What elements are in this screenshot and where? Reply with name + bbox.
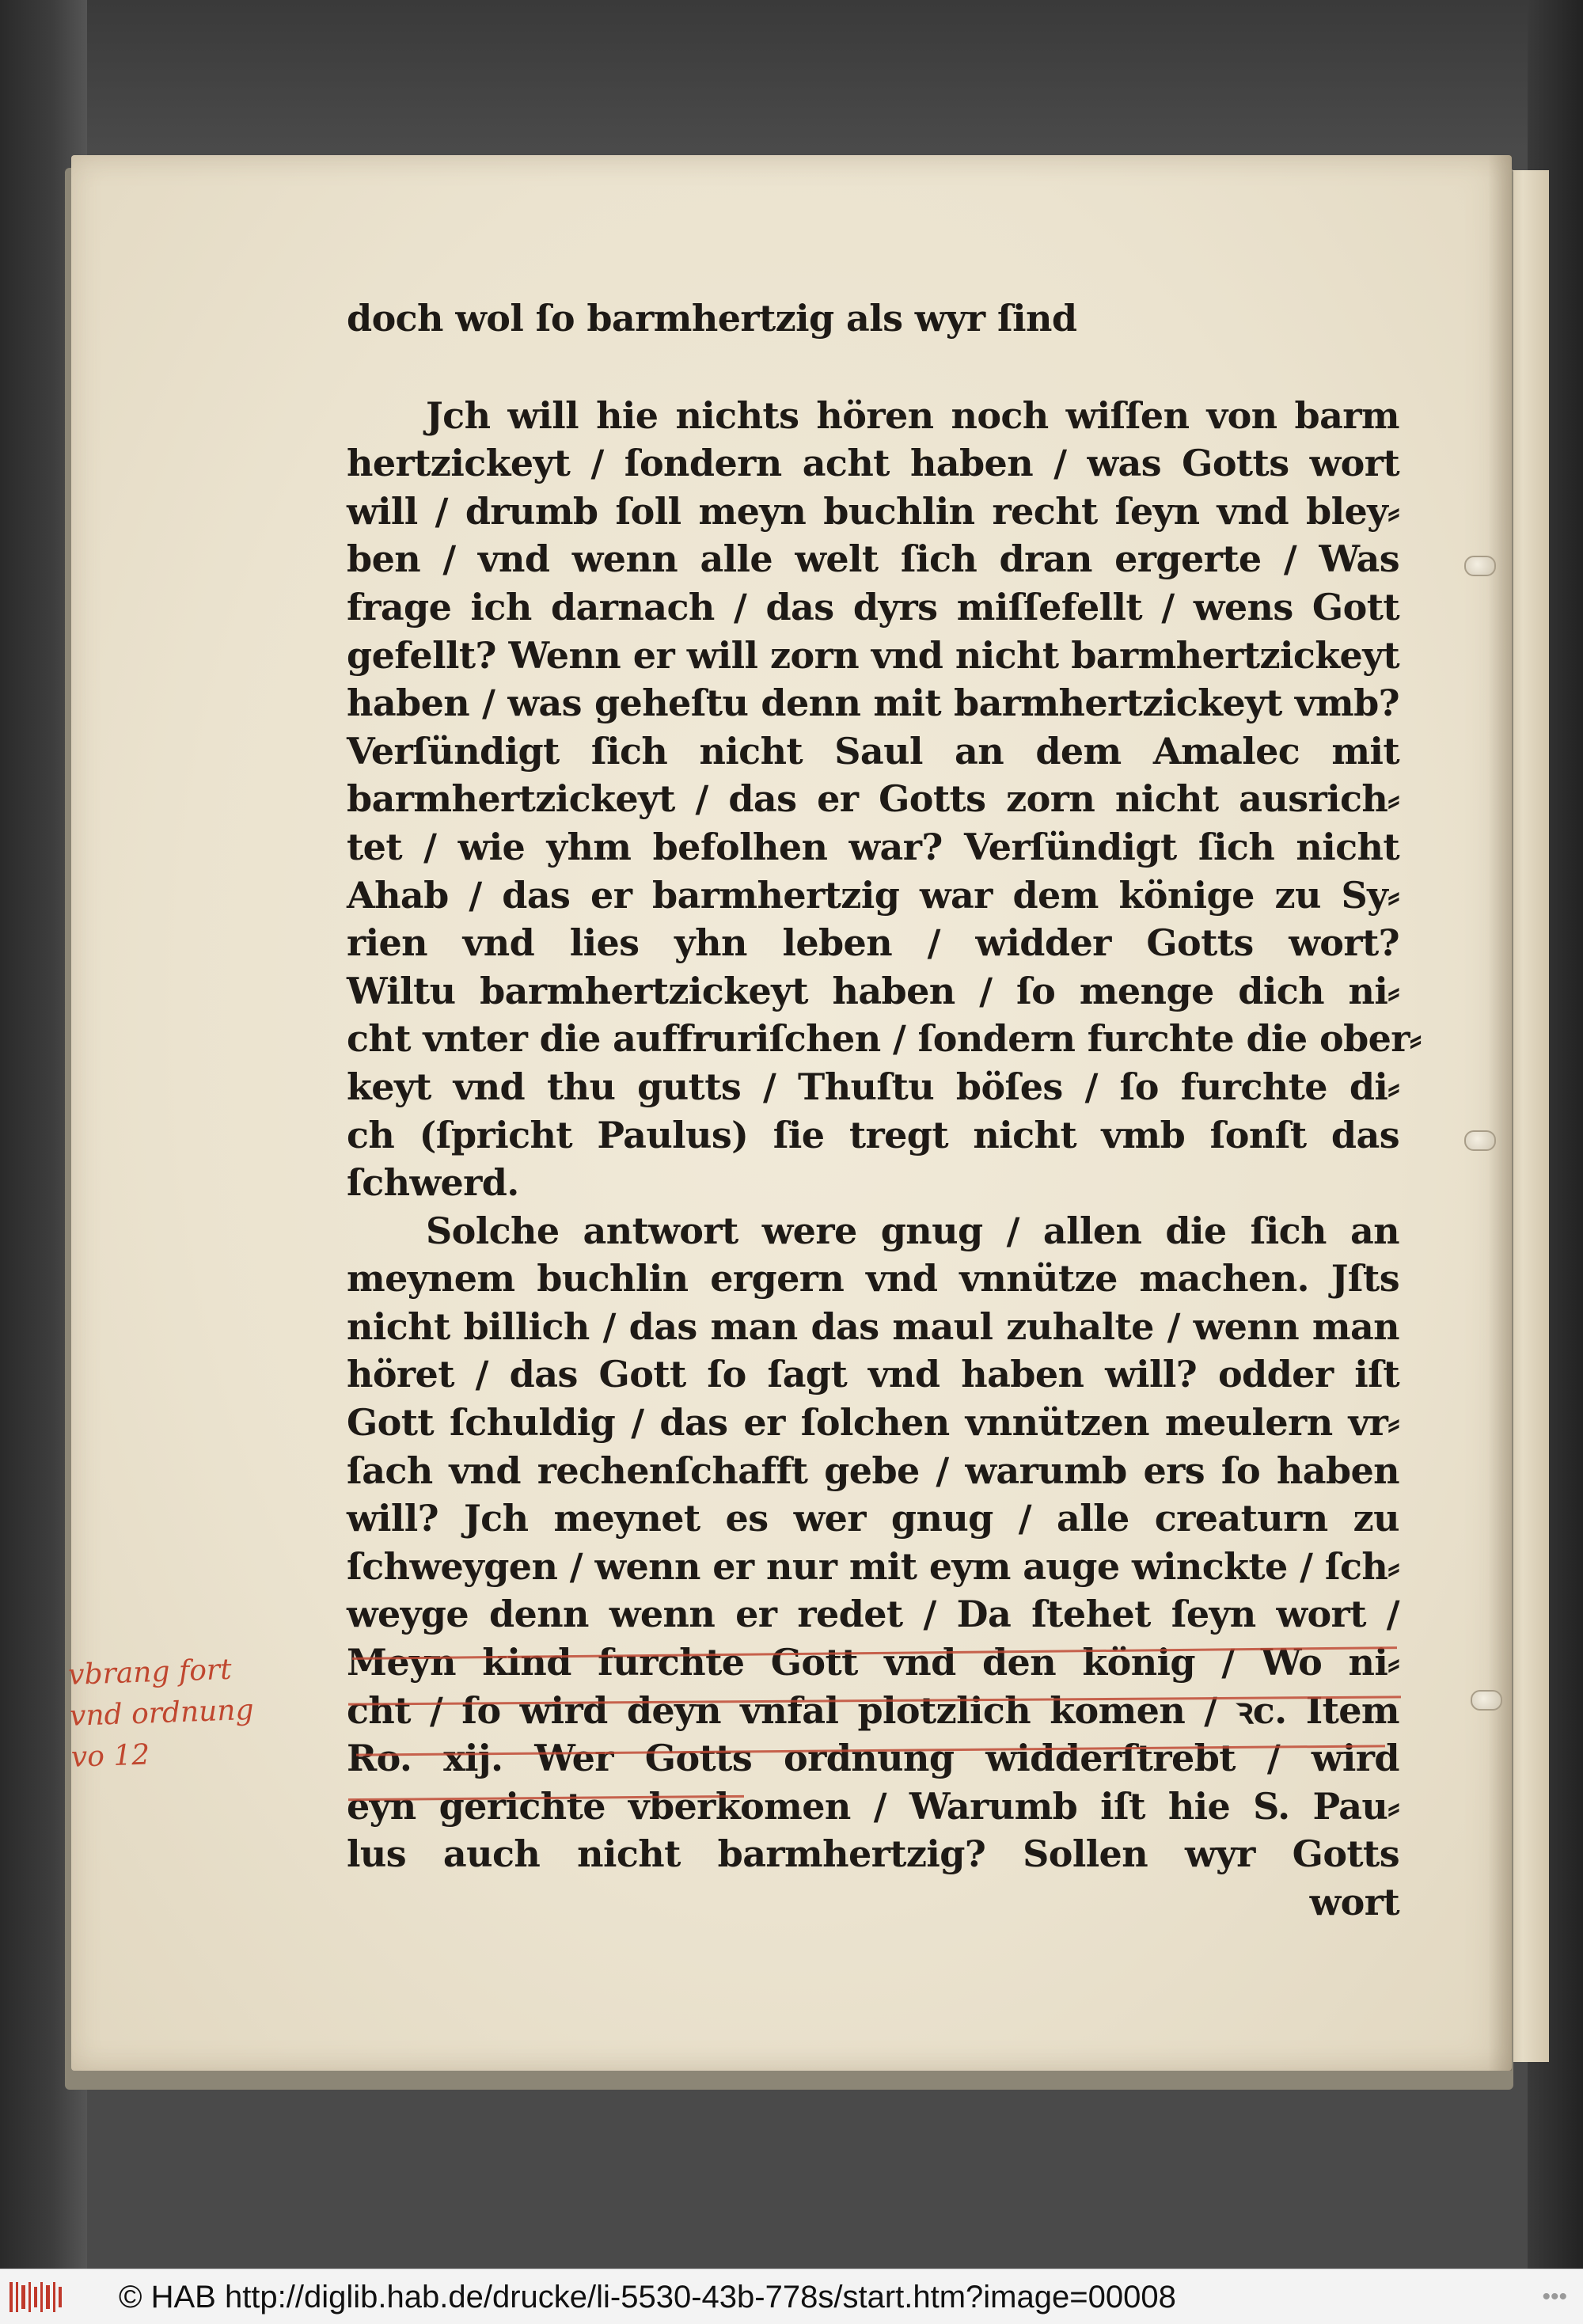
handwritten-marginal-note [67,1646,340,1779]
text-line: lus auch nicht barmhertzig? Sollen wyr Gotts [347,1832,1399,1876]
page-gutter-shade [1488,155,1512,2071]
text-line: ben / vnd wenn alle welt ſich dran ergerte / Was [347,537,1399,581]
text-line: Ro. xij. Wer Gotts ordnung widderſtrebt / wird [347,1737,1399,1780]
scan-backdrop-top [0,0,1583,150]
text-line: keyt vnd thu gutts / Thuſtu böſes / ſo furchte di⸗ [347,1065,1399,1108]
text-line: ch (ſpricht Paulus) ſie tregt nicht vmb ſonſt das [347,1113,1399,1156]
text-line: frage ich darnach / das dyrs miſſefellt / wens Gott [347,585,1399,628]
catchword: wort [1309,1881,1399,1923]
text-line: haben / was geheſtu denn mit barmhertzickeyt vmb? [347,682,1399,725]
copyright-source-url[interactable]: © HAB http://diglib.hab.de/drucke/li-5530-43b-778s/start.htm?image=00008 [119,2280,1176,2315]
text-line: nicht billich / das man das maul zuhalte / wenn man [347,1304,1399,1348]
text-line: Meyn kind furchte Gott vnd den könig / Wo ni⸗ [347,1641,1399,1684]
text-line: Solche antwort were gnug / allen die ſich an [426,1209,1399,1252]
text-line: ſchwerd. [347,1161,519,1205]
text-line: barmhertzickeyt / das er Gotts zorn nicht ausrich⸗ [347,777,1399,821]
more-options-icon[interactable]: ••• [1542,2284,1567,2310]
text-line: gefellt? Wenn er will zorn vnd nicht barmhertzickeyt [347,633,1399,677]
text-line: Ahab / das er barmhertzig war dem könige zu Sy⸗ [347,873,1399,917]
text-line: will? Jch meynet es wer gnug / alle creaturn zu [347,1497,1399,1540]
text-line: cht vnter die auffruriſchen / ſondern furchte die ober⸗ [347,1017,1422,1061]
text-line: Wiltu barmhertzickeyt haben / ſo menge dich ni⸗ [347,969,1399,1012]
main-text-block [347,294,1422,1927]
text-line: will / drumb ſoll meyn buchlin recht ſeyn vnd bley⸗ [347,489,1399,533]
text-line: ſchweygen / wenn er nur mit eym auge winckte / ſch⸗ [347,1544,1399,1588]
marginal-note-line: vo 12 [70,1738,150,1774]
text-line: Jch will hie nichts hören noch wiſſen von barm [426,393,1399,437]
text-line: rien vnd lies yhn leben / widder Gotts wort? [347,921,1399,965]
text-line: höret / das Gott ſo ſagt vnd haben will? odder iſt [347,1353,1399,1396]
text-line: meynem buchlin ergern vnd vnnütze machen. Jſts [347,1257,1399,1301]
text-line: tet / wie yhm befolhen war? Verſündigt ſich nicht [347,825,1399,868]
binding-stitch [1471,1690,1502,1711]
text-line: Gott ſchuldig / das er ſolchen vnnützen meulern vr⸗ [347,1401,1399,1445]
text-line: hertzickeyt / ſondern acht haben / was Gotts wort [347,442,1399,485]
binding-stitch [1464,556,1496,576]
text-line: weyge denn wenn er redet / Da ſtehet ſeyn wort / [347,1593,1399,1636]
viewer-footer [0,2269,1583,2324]
heading-line: doch wol ſo barmhertzig als wyr ſind [347,297,1077,340]
text-line: eyn gerichte vberkomen / Warumb iſt hie S. Pau⸗ [347,1784,1399,1828]
marginal-note-line: vbrang fort [67,1653,233,1692]
marginal-note-line: vnd ordnung [69,1693,255,1733]
text-line: ſach vnd rechenſchafft gebe / warumb ers ſo haben [347,1449,1399,1492]
text-line: Verſündigt ſich nicht Saul an dem Amalec mit [347,729,1399,773]
barcode-logo-icon [8,2277,63,2317]
text-line: cht / ſo wird deyn vnfal plotzlich komen / ꝛc. Item [347,1688,1399,1732]
binding-stitch [1464,1130,1496,1151]
